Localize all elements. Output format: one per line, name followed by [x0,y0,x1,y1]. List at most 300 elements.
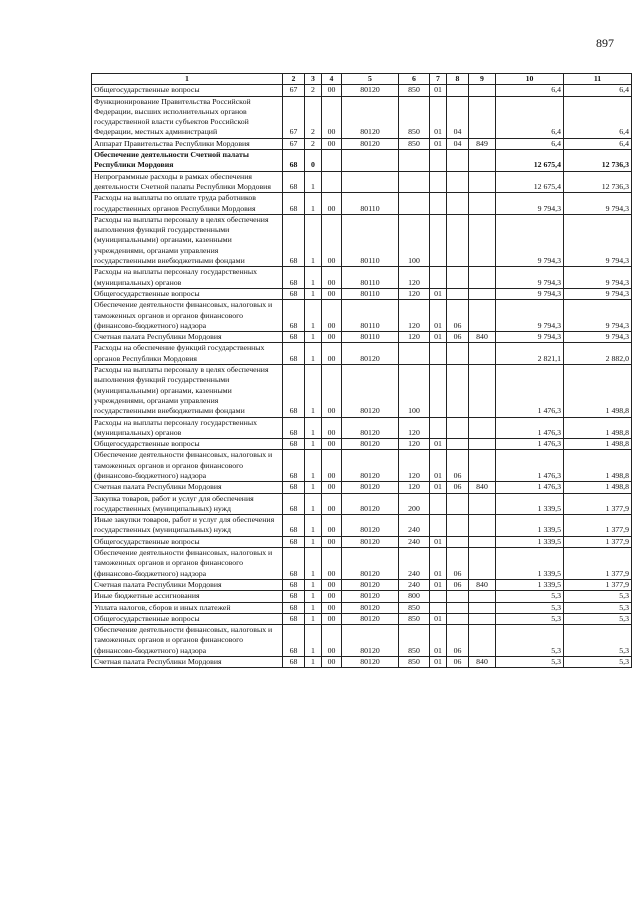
col8-cell [447,493,469,515]
row-name-cell: Функционирование Правительства Российской Федерации, высших исполнительных органов государственной власти субъектов Российской Федерации, местных администраций [92,96,283,138]
col9-cell [469,613,496,624]
col2-cell: 68 [283,150,305,172]
col5-cell: 80110 [342,193,399,215]
col9-cell [469,417,496,439]
row-name-cell: Расходы на выплаты персоналу государственных (муниципальных) органов [92,267,283,289]
col4-cell: 00 [322,365,342,417]
col9-cell [469,365,496,417]
col5-cell: 80120 [342,417,399,439]
col11-amount-cell: 9 794,3 [564,267,632,289]
col10-amount-cell: 9 794,3 [496,332,564,343]
row-name-cell: Счетная палата Республики Мордовия [92,657,283,668]
col6-cell: 120 [399,288,430,299]
col4-cell: 00 [322,548,342,580]
col10-amount-cell: 5,3 [496,602,564,613]
col10-amount-cell: 1 339,5 [496,493,564,515]
col11-amount-cell: 5,3 [564,602,632,613]
col6-cell: 120 [399,417,430,439]
header-cell: 9 [469,74,496,85]
col10-amount-cell: 1 476,3 [496,365,564,417]
table-body [92,74,632,668]
col4-cell: 00 [322,493,342,515]
row-name-cell: Уплата налогов, сборов и иных платежей [92,602,283,613]
col6-cell: 850 [399,625,430,657]
col2-cell: 68 [283,493,305,515]
col2-cell: 68 [283,365,305,417]
col6-cell: 850 [399,96,430,138]
col3-cell: 1 [305,613,322,624]
col5-cell: 80120 [342,343,399,365]
col2-cell: 68 [283,171,305,193]
table-row [92,138,632,149]
col8-cell [447,439,469,450]
header-cell: 10 [496,74,564,85]
col6-cell: 100 [399,365,430,417]
table-row [92,343,632,365]
col4-cell: 00 [322,214,342,266]
col7-cell [430,365,447,417]
header-cell: 1 [92,74,283,85]
col11-amount-cell: 5,3 [564,613,632,624]
col7-cell: 01 [430,300,447,332]
row-name-cell: Счетная палата Республики Мордовия [92,579,283,590]
col6-cell: 850 [399,602,430,613]
col4-cell: 00 [322,515,342,537]
row-name-cell: Общегосударственные вопросы [92,439,283,450]
col5-cell: 80120 [342,493,399,515]
col6-cell: 850 [399,657,430,668]
col9-cell: 840 [469,579,496,590]
col6-cell: 120 [399,300,430,332]
col4-cell: 00 [322,288,342,299]
col4-cell: 00 [322,85,342,96]
col11-amount-cell: 1 498,8 [564,482,632,493]
col11-amount-cell: 6,4 [564,138,632,149]
col9-cell [469,602,496,613]
row-name-cell: Иные бюджетные ассигнования [92,591,283,602]
table-row [92,591,632,602]
col3-cell: 1 [305,332,322,343]
col9-cell [469,450,496,482]
header-cell: 8 [447,74,469,85]
col5-cell: 80120 [342,536,399,547]
col7-cell [430,150,447,172]
table-row [92,193,632,215]
col7-cell [430,171,447,193]
col10-amount-cell: 1 476,3 [496,482,564,493]
col8-cell [447,417,469,439]
col9-cell: 840 [469,657,496,668]
col4-cell: 00 [322,657,342,668]
col6-cell: 120 [399,450,430,482]
col7-cell: 01 [430,85,447,96]
header-cell: 11 [564,74,632,85]
table-row [92,150,632,172]
col6-cell: 240 [399,515,430,537]
col10-amount-cell: 1 339,5 [496,536,564,547]
col11-amount-cell: 9 794,3 [564,300,632,332]
col6-cell: 850 [399,138,430,149]
table-row [92,417,632,439]
col10-amount-cell: 5,3 [496,613,564,624]
col4-cell: 00 [322,193,342,215]
col11-amount-cell: 1 377,9 [564,536,632,547]
col9-cell [469,267,496,289]
col8-cell: 06 [447,579,469,590]
col3-cell: 2 [305,85,322,96]
col2-cell: 68 [283,450,305,482]
col5-cell: 80120 [342,515,399,537]
budget-table [91,73,632,668]
col11-amount-cell: 1 498,8 [564,365,632,417]
col3-cell: 1 [305,493,322,515]
col2-cell: 67 [283,138,305,149]
col7-cell: 01 [430,613,447,624]
col7-cell [430,591,447,602]
col8-cell: 06 [447,482,469,493]
col5-cell: 80120 [342,591,399,602]
col10-amount-cell: 1 339,5 [496,515,564,537]
col3-cell: 1 [305,579,322,590]
col9-cell [469,214,496,266]
col10-amount-cell: 1 476,3 [496,417,564,439]
col2-cell: 68 [283,548,305,580]
col6-cell: 240 [399,536,430,547]
col3-cell: 1 [305,417,322,439]
col3-cell: 1 [305,482,322,493]
row-name-cell: Расходы на выплаты персоналу в целях обеспечения выполнения функций государственными (муниципальными) органами, казенными учреждениями, органами управления государственными внебюджетными фондами [92,214,283,266]
table-row [92,300,632,332]
row-name-cell: Расходы на выплаты по оплате труда работников государственных органов Республики Мордовия [92,193,283,215]
table-row [92,602,632,613]
col11-amount-cell: 9 794,3 [564,332,632,343]
col4-cell: 00 [322,450,342,482]
col6-cell: 120 [399,332,430,343]
col2-cell: 68 [283,579,305,590]
col5-cell: 80120 [342,613,399,624]
col9-cell [469,515,496,537]
table-row [92,214,632,266]
col8-cell [447,85,469,96]
col9-cell [469,625,496,657]
col5-cell: 80120 [342,482,399,493]
col2-cell: 68 [283,267,305,289]
col9-cell [469,343,496,365]
col5-cell: 80110 [342,332,399,343]
col2-cell: 68 [283,343,305,365]
col2-cell: 68 [283,515,305,537]
col6-cell [399,171,430,193]
col11-amount-cell: 1 498,8 [564,439,632,450]
col9-cell [469,591,496,602]
col8-cell: 06 [447,548,469,580]
col11-amount-cell: 1 498,8 [564,450,632,482]
col7-cell [430,493,447,515]
col7-cell [430,267,447,289]
col3-cell: 1 [305,515,322,537]
col9-cell [469,150,496,172]
col4-cell: 00 [322,96,342,138]
col10-amount-cell: 9 794,3 [496,214,564,266]
col8-cell [447,171,469,193]
col3-cell: 1 [305,657,322,668]
col8-cell [447,602,469,613]
col5-cell: 80120 [342,85,399,96]
col10-amount-cell: 12 675,4 [496,171,564,193]
col10-amount-cell: 6,4 [496,138,564,149]
col2-cell: 68 [283,300,305,332]
table-row [92,625,632,657]
col5-cell: 80120 [342,625,399,657]
col5-cell [342,171,399,193]
col7-cell [430,515,447,537]
col7-cell: 01 [430,138,447,149]
col3-cell: 1 [305,214,322,266]
col4-cell: 00 [322,343,342,365]
col7-cell: 01 [430,450,447,482]
col7-cell [430,214,447,266]
col5-cell: 80110 [342,214,399,266]
col4-cell: 00 [322,138,342,149]
col9-cell: 849 [469,138,496,149]
col10-amount-cell: 1 339,5 [496,579,564,590]
col4-cell: 00 [322,332,342,343]
header-cell: 2 [283,74,305,85]
col9-cell [469,193,496,215]
col5-cell: 80120 [342,439,399,450]
col4-cell: 00 [322,439,342,450]
table-row [92,536,632,547]
col6-cell: 240 [399,579,430,590]
row-name-cell: Общегосударственные вопросы [92,613,283,624]
col11-amount-cell: 1 377,9 [564,548,632,580]
col9-cell [469,548,496,580]
table-row [92,171,632,193]
col3-cell: 1 [305,591,322,602]
col5-cell: 80110 [342,288,399,299]
col8-cell [447,343,469,365]
col11-amount-cell: 1 377,9 [564,579,632,590]
col3-cell: 1 [305,536,322,547]
col7-cell: 01 [430,332,447,343]
header-cell: 6 [399,74,430,85]
col5-cell: 80120 [342,365,399,417]
col7-cell: 01 [430,625,447,657]
col2-cell: 68 [283,536,305,547]
col2-cell: 68 [283,332,305,343]
col3-cell: 1 [305,602,322,613]
col7-cell: 01 [430,579,447,590]
col9-cell: 840 [469,332,496,343]
page-number: 897 [596,36,614,50]
col2-cell: 68 [283,214,305,266]
col5-cell: 80120 [342,96,399,138]
table-row [92,515,632,537]
table-header-row [92,74,632,85]
col11-amount-cell: 6,4 [564,96,632,138]
col3-cell: 1 [305,267,322,289]
header-cell: 7 [430,74,447,85]
col7-cell: 01 [430,548,447,580]
col10-amount-cell: 9 794,3 [496,288,564,299]
col7-cell: 01 [430,482,447,493]
col3-cell: 1 [305,171,322,193]
col10-amount-cell: 12 675,4 [496,150,564,172]
col8-cell: 06 [447,657,469,668]
row-name-cell: Общегосударственные вопросы [92,288,283,299]
col7-cell: 01 [430,657,447,668]
col8-cell: 04 [447,138,469,149]
col11-amount-cell: 9 794,3 [564,193,632,215]
col3-cell: 2 [305,96,322,138]
table-row [92,450,632,482]
col8-cell [447,150,469,172]
row-name-cell: Обеспечение деятельности финансовых, налоговых и таможенных органов и органов финансового (финансово-бюджетного) надзора [92,625,283,657]
table-row [92,613,632,624]
col3-cell: 1 [305,193,322,215]
col3-cell: 1 [305,343,322,365]
col10-amount-cell: 5,3 [496,625,564,657]
col3-cell: 1 [305,288,322,299]
col11-amount-cell: 2 882,0 [564,343,632,365]
row-name-cell: Общегосударственные вопросы [92,85,283,96]
table-row [92,482,632,493]
col2-cell: 68 [283,602,305,613]
col11-amount-cell: 5,3 [564,591,632,602]
row-name-cell: Счетная палата Республики Мордовия [92,482,283,493]
col5-cell: 80120 [342,548,399,580]
row-name-cell: Общегосударственные вопросы [92,536,283,547]
row-name-cell: Иные закупки товаров, работ и услуг для обеспечения государственных (муниципальных) нужд [92,515,283,537]
table-row [92,96,632,138]
col3-cell: 0 [305,150,322,172]
row-name-cell: Закупка товаров, работ и услуг для обеспечения государственных (муниципальных) нужд [92,493,283,515]
col8-cell: 06 [447,625,469,657]
col5-cell: 80120 [342,602,399,613]
table-row [92,579,632,590]
col9-cell [469,96,496,138]
col5-cell: 80110 [342,300,399,332]
col6-cell: 850 [399,85,430,96]
col11-amount-cell: 9 794,3 [564,288,632,299]
col10-amount-cell: 2 821,1 [496,343,564,365]
col2-cell: 67 [283,85,305,96]
col6-cell: 800 [399,591,430,602]
col10-amount-cell: 9 794,3 [496,193,564,215]
col5-cell [342,150,399,172]
col4-cell: 00 [322,482,342,493]
col4-cell [322,150,342,172]
col9-cell [469,300,496,332]
table-row [92,365,632,417]
col2-cell: 68 [283,657,305,668]
col8-cell: 04 [447,96,469,138]
col8-cell [447,613,469,624]
col2-cell: 68 [283,193,305,215]
col8-cell [447,267,469,289]
col2-cell: 68 [283,625,305,657]
col11-amount-cell: 1 377,9 [564,515,632,537]
col10-amount-cell: 1 339,5 [496,548,564,580]
col6-cell: 100 [399,214,430,266]
row-name-cell: Непрограммные расходы в рамках обеспечения деятельности Счетной палаты Республики Мордовия [92,171,283,193]
col2-cell: 67 [283,96,305,138]
col5-cell: 80120 [342,450,399,482]
col9-cell: 840 [469,482,496,493]
col8-cell [447,591,469,602]
col2-cell: 68 [283,288,305,299]
col4-cell: 00 [322,267,342,289]
col2-cell: 68 [283,591,305,602]
col8-cell: 06 [447,332,469,343]
col7-cell [430,417,447,439]
col6-cell: 850 [399,613,430,624]
table-row [92,85,632,96]
col3-cell: 1 [305,365,322,417]
header-cell: 4 [322,74,342,85]
col10-amount-cell: 6,4 [496,96,564,138]
row-name-cell: Обеспечение деятельности финансовых, налоговых и таможенных органов и органов финансового (финансово-бюджетного) надзора [92,300,283,332]
col10-amount-cell: 9 794,3 [496,267,564,289]
col4-cell: 00 [322,300,342,332]
col8-cell: 06 [447,300,469,332]
col7-cell: 01 [430,96,447,138]
table-row [92,493,632,515]
col9-cell [469,493,496,515]
col6-cell: 120 [399,482,430,493]
col2-cell: 68 [283,482,305,493]
col4-cell: 00 [322,417,342,439]
col7-cell [430,193,447,215]
col7-cell: 01 [430,439,447,450]
col9-cell [469,171,496,193]
table-row [92,548,632,580]
col3-cell: 1 [305,625,322,657]
col3-cell: 2 [305,138,322,149]
col4-cell: 00 [322,613,342,624]
row-name-cell: Аппарат Правительства Республики Мордовия [92,138,283,149]
col3-cell: 1 [305,439,322,450]
col3-cell: 1 [305,548,322,580]
col3-cell: 1 [305,450,322,482]
col6-cell: 200 [399,493,430,515]
table-row [92,267,632,289]
col11-amount-cell: 9 794,3 [564,214,632,266]
col11-amount-cell: 1 377,9 [564,493,632,515]
col8-cell [447,193,469,215]
table-row [92,332,632,343]
col11-amount-cell: 5,3 [564,657,632,668]
col5-cell: 80120 [342,657,399,668]
row-name-cell: Обеспечение деятельности Счетной палаты Республики Мордовия [92,150,283,172]
col10-amount-cell: 6,4 [496,85,564,96]
col4-cell: 00 [322,536,342,547]
col7-cell [430,602,447,613]
col5-cell: 80120 [342,138,399,149]
col10-amount-cell: 9 794,3 [496,300,564,332]
col4-cell [322,171,342,193]
row-name-cell: Счетная палата Республики Мордовия [92,332,283,343]
col2-cell: 68 [283,417,305,439]
col4-cell: 00 [322,625,342,657]
col8-cell: 06 [447,450,469,482]
col4-cell: 00 [322,591,342,602]
col8-cell [447,536,469,547]
col7-cell: 01 [430,288,447,299]
col10-amount-cell: 1 476,3 [496,439,564,450]
col6-cell: 120 [399,267,430,289]
table-row [92,657,632,668]
